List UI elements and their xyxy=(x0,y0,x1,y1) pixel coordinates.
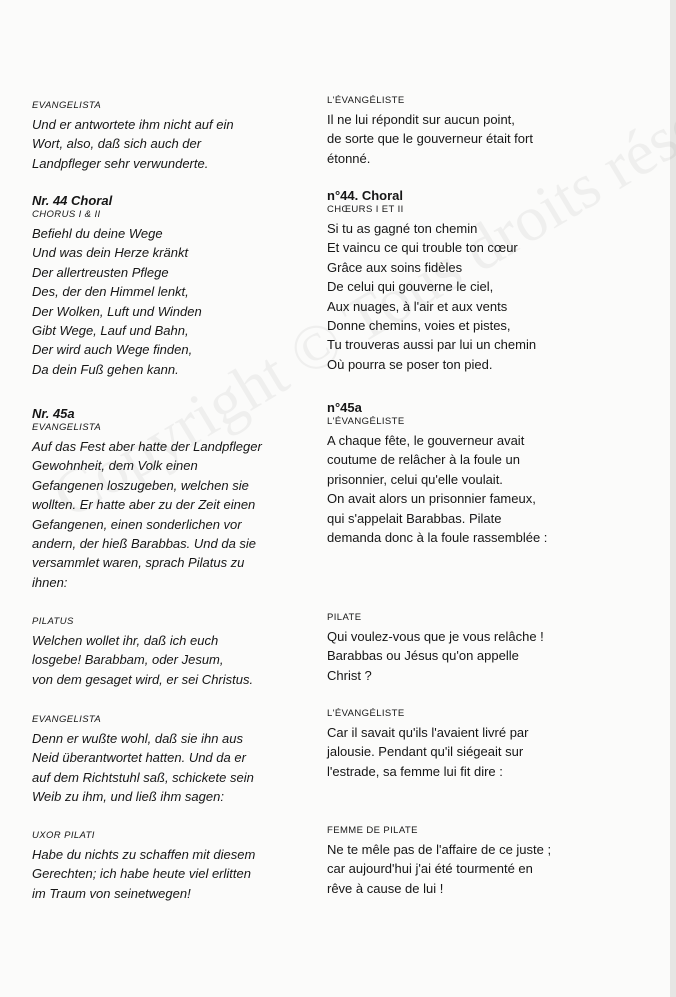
fr-block-6 xyxy=(327,825,627,898)
text-line: Barabbas ou Jésus qu'on appelle xyxy=(327,648,519,664)
text-line: Qui voulez-vous que je vous relâche ! xyxy=(327,629,544,644)
text-line: Gibt Wege, Lauf und Bahn, xyxy=(32,323,189,339)
text-line: andern, der hieß Barabbas. Und da sie xyxy=(32,536,257,552)
text-line: Où pourra se poser ton pied. xyxy=(327,356,493,372)
text-line: Gefangenen, einen sonderlichen vor xyxy=(32,516,242,532)
text-line: Ne te mêle pas de l'affaire de ce juste ; xyxy=(327,842,552,857)
speaker-label: L'ÉVANGÉLISTE xyxy=(327,416,405,427)
text-line: A chaque fête, le gouverneur avait xyxy=(327,433,525,448)
text-line: Neid überantwortet hatten. Und da er xyxy=(32,750,246,766)
text-line: Der allertreusten Pflege xyxy=(32,264,169,280)
text-line: demanda donc à la foule rassemblée : xyxy=(327,530,548,546)
text-line: Si tu as gagné ton chemin xyxy=(327,221,478,236)
section-heading: Nr. 44 Choral xyxy=(32,193,113,208)
de-block-5 xyxy=(32,714,322,807)
de-block-2 xyxy=(32,192,322,379)
de-block-4 xyxy=(32,616,322,689)
text-line: Weib zu ihm, und ließ ihm sagen: xyxy=(32,789,224,805)
text-line: prisonnier, celui qu'elle voulait. xyxy=(327,471,503,487)
text-line: Aux nuages, à l'air et aux vents xyxy=(327,298,508,314)
text-line: Der Wolken, Luft und Winden xyxy=(32,303,202,319)
text-line: De celui qui gouverne le ciel, xyxy=(327,279,494,295)
page-edge xyxy=(670,0,676,997)
text-line: car aujourd'hui j'ai été tourmenté en xyxy=(327,861,533,877)
text-line: qui s'appelait Barabbas. Pilate xyxy=(327,510,502,526)
text-line: ihnen: xyxy=(32,574,68,590)
text-line: Denn er wußte wohl, daß sie ihn aus xyxy=(32,731,243,746)
de-block-1 xyxy=(32,100,322,173)
de-block-3 xyxy=(32,405,322,592)
section-heading: Nr. 45a xyxy=(32,406,75,421)
text-line: auf dem Richtstuhl saß, schickete sein xyxy=(32,769,254,785)
section-heading: n°44. Choral xyxy=(327,188,403,203)
fr-block-3 xyxy=(327,399,627,547)
text-line: Il ne lui répondit sur aucun point, xyxy=(327,112,515,127)
text-line: rêve à cause de lui ! xyxy=(327,880,444,896)
speaker-label: CHORUS I & II xyxy=(32,209,101,220)
speaker-label: UXOR PILATI xyxy=(32,830,95,841)
text-line: coutume de relâcher à la foule un xyxy=(327,452,520,468)
text-line: losgebe! Barabbam, oder Jesum, xyxy=(32,652,224,668)
text-line: Der wird auch Wege finden, xyxy=(32,342,193,358)
text-line: von dem gesaget wird, er sei Christus. xyxy=(32,671,254,687)
speaker-label: L'ÉVANGÉLISTE xyxy=(327,95,405,106)
text-line: Wort, also, daß sich auch der xyxy=(32,136,202,152)
fr-block-2 xyxy=(327,187,627,374)
text-line: de sorte que le gouverneur était fort xyxy=(327,131,533,147)
de-block-6 xyxy=(32,830,322,903)
speaker-label: EVANGELISTA xyxy=(32,422,102,433)
text-line: Gerechten; ich habe heute viel erlitten xyxy=(32,866,251,882)
text-line: Habe du nichts zu schaffen mit diesem xyxy=(32,847,256,862)
text-line: Des, der den Himmel lenkt, xyxy=(32,284,189,300)
text-line: Donne chemins, voies et pistes, xyxy=(327,318,511,334)
text-line: Und was dein Herze kränkt xyxy=(32,245,189,261)
speaker-label: FEMME DE PILATE xyxy=(327,825,418,836)
text-line: versammlet waren, sprach Pilatus zu xyxy=(32,555,245,571)
fr-block-4 xyxy=(327,612,627,685)
fr-block-5 xyxy=(327,708,627,781)
text-line: Christ ? xyxy=(327,667,372,683)
text-line: Auf das Fest aber hatte der Landpfleger xyxy=(32,439,262,454)
text-line: Und er antwortete ihm nicht auf ein xyxy=(32,117,234,132)
text-line: jalousie. Pendant qu'il siégeait sur xyxy=(327,744,524,760)
text-line: Da dein Fuß gehen kann. xyxy=(32,361,179,377)
text-line: Tu trouveras aussi par lui un chemin xyxy=(327,337,537,353)
speaker-label: L'ÉVANGÉLISTE xyxy=(327,708,405,719)
text-line: wollten. Er hatte aber zu der Zeit einen xyxy=(32,497,256,513)
speaker-label: EVANGELISTA xyxy=(32,714,102,725)
section-heading: n°45a xyxy=(327,400,362,415)
fr-block-1 xyxy=(327,95,627,168)
text-line: Landpfleger sehr verwunderte. xyxy=(32,155,209,171)
text-line: On avait alors un prisonnier fameux, xyxy=(327,491,536,507)
speaker-label: CHŒURS I ET II xyxy=(327,204,404,215)
text-line: im Traum von seinetwegen! xyxy=(32,885,191,901)
speaker-label: PILATE xyxy=(327,612,362,623)
text-line: Gefangenen loszugeben, welchen sie xyxy=(32,477,249,493)
text-line: Et vaincu ce qui trouble ton cœur xyxy=(327,240,518,256)
text-line: Befiehl du deine Wege xyxy=(32,226,163,241)
text-line: Car il savait qu'ils l'avaient livré par xyxy=(327,725,529,740)
text-line: Grâce aux soins fidèles xyxy=(327,259,463,275)
text-line: Gewohnheit, dem Volk einen xyxy=(32,458,198,474)
text-line: Welchen wollet ihr, daß ich euch xyxy=(32,633,219,648)
text-line: l'estrade, sa femme lui fit dire : xyxy=(327,763,503,779)
speaker-label: EVANGELISTA xyxy=(32,100,102,111)
speaker-label: PILATUS xyxy=(32,616,74,627)
text-line: étonné. xyxy=(327,150,371,166)
